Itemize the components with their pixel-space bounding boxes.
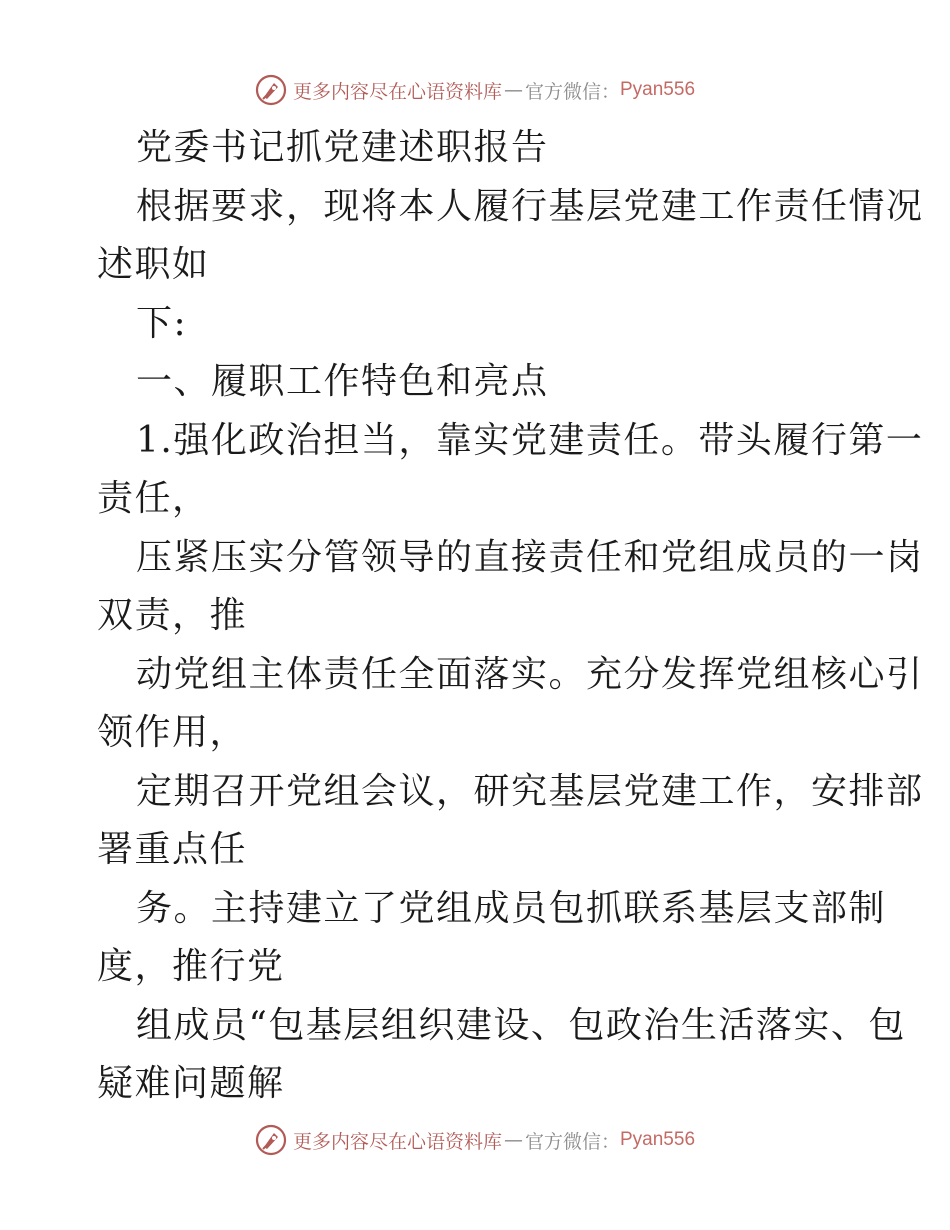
text-line: 1.强化政治担当，靠实党建责任。带头履行第一 (136, 419, 924, 461)
text-line: 度，推行党 (97, 946, 285, 987)
text-line: 务。主持建立了党组成员包抓联系基层支部制 (136, 887, 887, 929)
text-line: 组成员“包基层组织建设、包政治生活落实、包 (136, 1004, 906, 1046)
text-line: 述职如 (97, 244, 210, 285)
watermark-banner-top (0, 70, 950, 110)
text-line: 党委书记抓党建述职报告 (136, 127, 549, 168)
text-line: 压紧压实分管领导的直接责任和党组成员的一岗 (136, 536, 924, 578)
text-line: 下: (136, 302, 188, 344)
text-line: 责任， (97, 478, 210, 519)
text-line: 双责，推 (97, 595, 248, 636)
watermark-wechat-label: 官方微信： (524, 1130, 620, 1153)
watermark-wechat-label: 官方微信： (524, 80, 620, 103)
pen-nib-logo-icon (255, 74, 287, 106)
text-line: 动党组主体责任全面落实。充分发挥党组核心引 (136, 653, 924, 695)
text-line: 定期召开党组会议，研究基层党建工作，安排部 (136, 770, 924, 812)
document-body (97, 119, 924, 1114)
watermark-site-text: 更多内容尽在心语资料库 (292, 1130, 502, 1153)
watermark-wechat-id: Pyan556 (620, 79, 696, 100)
text-line: 署重点任 (97, 829, 248, 870)
pen-nib-logo-icon (255, 1124, 287, 1156)
text-line: 一、履职工作特色和亮点 (136, 361, 549, 402)
text-line: 根据要求，现将本人履行基层党建工作责任情况 (136, 185, 924, 227)
watermark-wechat-id: Pyan556 (620, 1129, 696, 1150)
watermark-site-text: 更多内容尽在心语资料库 (292, 80, 502, 103)
watermark-dash: — (503, 1129, 523, 1151)
watermark-banner-bottom (0, 1120, 950, 1160)
text-line: 领作用， (97, 712, 248, 753)
watermark-dash: — (503, 79, 523, 101)
text-line: 疑难问题解 (97, 1063, 285, 1104)
